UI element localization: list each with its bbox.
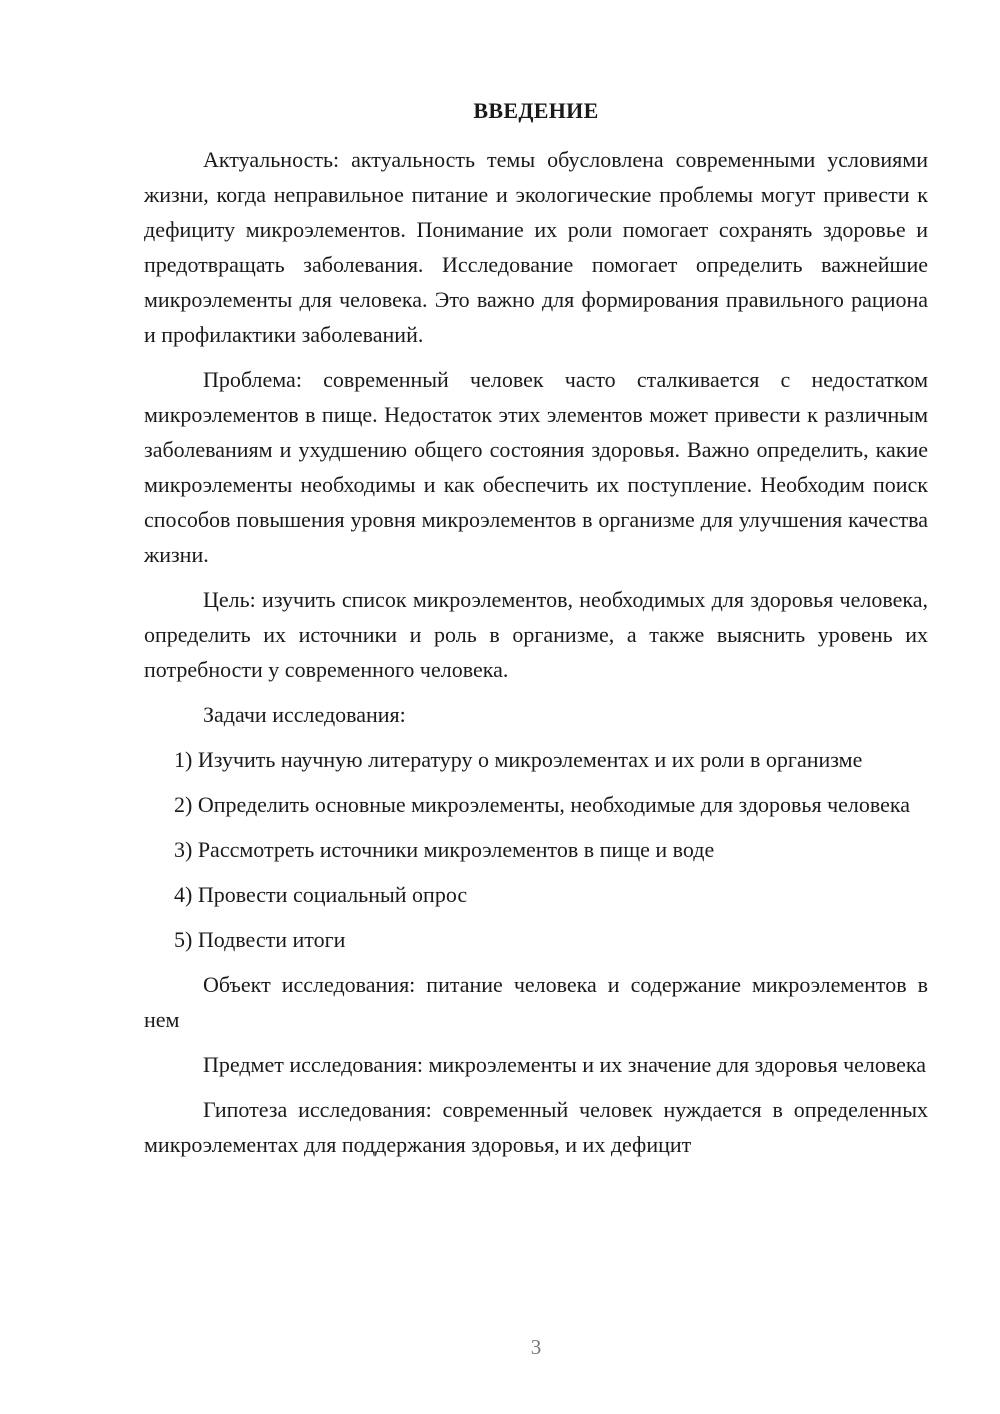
object-paragraph: Объект исследования: питание человека и содержание микроэлементов в нем	[144, 972, 928, 1032]
page-number: 3	[530, 1335, 542, 1359]
document-body	[144, 142, 928, 1172]
task-item: 2) Определить основные микроэлементы, необходимые для здоровья человека	[174, 792, 911, 817]
subject-paragraph: Предмет исследования: микроэлементы и их значение для здоровья человека	[203, 1052, 927, 1077]
task-item: 4) Провести социальный опрос	[174, 882, 468, 907]
task-item: 5) Подвести итоги	[174, 927, 346, 952]
relevance-paragraph: Актуальность: актуальность темы обусловлена современными условиями жизни, когда неправильное питание и экологические проблемы могут привести к дефициту микроэлементов. Понимание их роли помогает сохранять здоровье и предотвращать заболевания. Исследование помогает определить важнейшие микроэлементы для человека. Это важно для формирования правильного рациона и профилактики заболеваний.	[144, 147, 928, 347]
task-item: 3) Рассмотреть источники микроэлементов в пище и воде	[174, 837, 715, 862]
task-item: 1) Изучить научную литературу о микроэлементах и их роли в организме	[174, 747, 863, 772]
page-title: ВВЕДЕНИЕ	[473, 98, 599, 123]
problem-paragraph: Проблема: современный человек часто сталкивается с недостатком микроэлементов в пище. Недостаток этих элементов может привести к различным заболеваниям и ухудшению общего состояния здоровья. Важно определить, какие микроэлементы необходимы и как обеспечить их поступление. Необходим поиск способов повышения уровня микроэлементов в организме для улучшения качества жизни.	[144, 367, 928, 567]
hypothesis-paragraph: Гипотеза исследования: современный человек нуждается в определенных микроэлементах для поддержания здоровья, и их дефицит	[144, 1097, 928, 1157]
goal-paragraph: Цель: изучить список микроэлементов, необходимых для здоровья человека, определить их источники и роль в организме, а также выяснить уровень их потребности у современного человека.	[144, 587, 928, 682]
tasks-heading: Задачи исследования:	[203, 702, 406, 727]
